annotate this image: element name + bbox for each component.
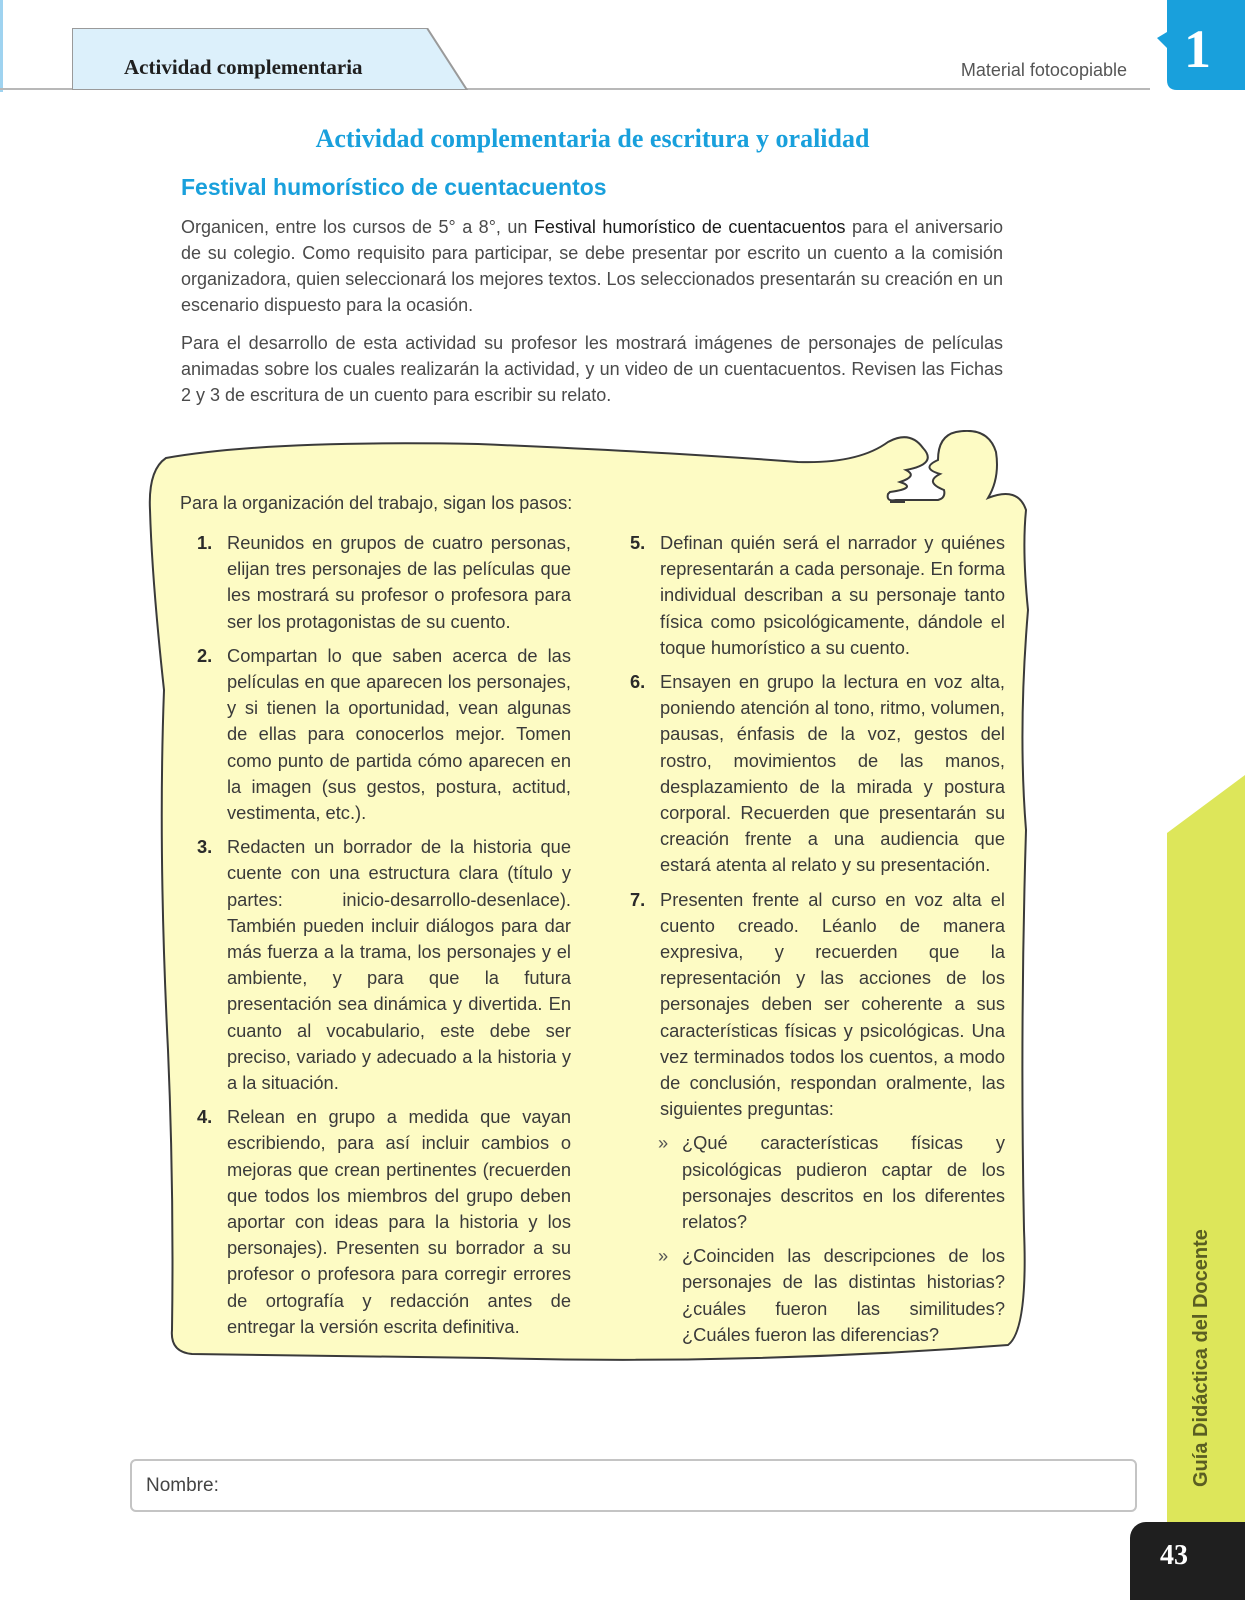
step-number: 2. [197,644,213,666]
step-text: Redacten un borrador de la historia que cuente con una estructura clara (título y partes: inicio-desarrollo-desenlace). También pueden incluir diálogos para dar más fuerza a la trama, los personajes y el ambiente, y para que la futura presentación sea dinámica y divertida. En cuanto al vocabulario, este debe ser preciso, variado y adecuado a la historia y a la situación. [227,836,571,1094]
question-bullet: » [658,1132,669,1154]
step-number: 7. [630,888,646,910]
intro-paragraph-1 [181,214,1003,318]
name-field[interactable] [130,1459,1137,1512]
step-item [630,669,1005,879]
step-number: 1. [197,532,213,553]
step-text: Definan quién será el narrador y quiénes representarán a cada personaje. En forma individual describan a su personaje tanto física como psicológicamente, dándole el toque humorístico a su cuento. [660,532,1005,658]
step-text: Presenten frente al curso en voz alta el cuento creado. Léanlo de manera expresiva, y recuerden que la representación y las acciones de los personajes deben ser coherente a sus características físicas y psicológicas. Una vez terminados todos los cuentos, a modo de conclusión, respondan oralmente, las siguientes preguntas: [660,888,1005,1120]
step-number: 6. [630,671,646,693]
page-number: 43 [1160,1540,1188,1571]
step-item [630,530,1005,661]
side-tab-label: Guía Didáctica del Docente [1190,1229,1212,1487]
step-item [197,1104,571,1340]
page-left-edge-strip [0,0,3,92]
intro-text-after: para el aniversario de su colegio. Como requisito para participar, se debe presentar por escrito un cuento a la comisión organizadora, quien seleccionará los mejores textos. Los seleccionados presentarán su creación en un escenario dispuesto para la ocasión. [181,217,1003,315]
step-item [197,834,571,1096]
step-number: 4. [197,1106,213,1128]
step-text: Compartan lo que saben acerca de las películas en que aparecen los personajes, y si tienen la oportunidad, vean algunas de ellas para conocerlos mejor. Tomen como punto de partida cómo aparecen en la imagen (sus gestos, postura, actitud, vestimenta, etc.). [227,644,571,824]
material-label: Material fotocopiable [960,60,1127,80]
question-bullet: » [658,1245,669,1267]
step-item [630,887,1005,1123]
steps-column-left [197,530,571,1348]
step-item [197,643,571,826]
name-label: Nombre: [146,1475,219,1496]
question-text: ¿Qué características físicas y psicológicas pudieron captar de los personajes descritos en los diferentes relatos? [682,1132,1005,1233]
question-item [658,1130,1005,1235]
step-text: Reunidos en grupos de cuatro personas, elijan tres personajes de las películas que les mostrará su profesor o profesora para ser los protagonistas de su cuento. [227,532,571,632]
step-number: 5. [630,532,646,553]
page-title: Actividad complementaria de escritura y oralidad [315,124,870,153]
step-text: Relean en grupo a medida que vayan escribiendo, para así incluir cambios o mejoras que crean pertinentes (recuerden que todos los miembros del grupo deben aportar con ideas para la historia y los personajes). Presenten su borrador a su profesor o profesora para corregir errores de ortografía y redacción antes de entregar la versión escrita definitiva. [227,1106,571,1337]
section-tab [72,28,472,90]
question-item [658,1243,1005,1348]
intro-text-before: Organicen, entre los cursos de 5° a 8°, un [181,217,534,237]
intro-paragraph-2: Para el desarrollo de esta actividad su profesor les mostrará imágenes de personajes de películas animadas sobre los cuales realizarán la actividad, y un video de un cuentacuentos. Revisen las Fichas 2 y 3 de escritura de un cuento para escribir su relato. [181,333,1003,405]
section-tab-label: Actividad complementaria [124,55,363,79]
page-number-box [1130,1522,1245,1600]
festival-name: Festival humorístico de cuentacuentos [533,217,846,237]
step-number: 3. [197,836,213,858]
steps-column-right [630,530,1005,1356]
steps-intro: Para la organización del trabajo, sigan los pasos: [180,493,573,513]
step-text: Ensayen en grupo la lectura en voz alta, poniendo atención al tono, ritmo, volumen, pausas, énfasis de la voz, gestos del rostro, movimientos de las manos, desplazamiento de la mirada y postura corporal. Recuerden que presentarán su creación frente a una audiencia que estará atenta al relato y su presentación. [660,671,1005,876]
question-text: ¿Coinciden las descripciones de los personajes de las distintas historias? ¿cuáles fueron las similitudes? ¿Cuáles fueron las diferencias? [682,1245,1005,1345]
section-subtitle: Festival humorístico de cuentacuentos [181,174,607,200]
unit-number: 1 [1184,19,1211,79]
step-item [197,530,571,635]
